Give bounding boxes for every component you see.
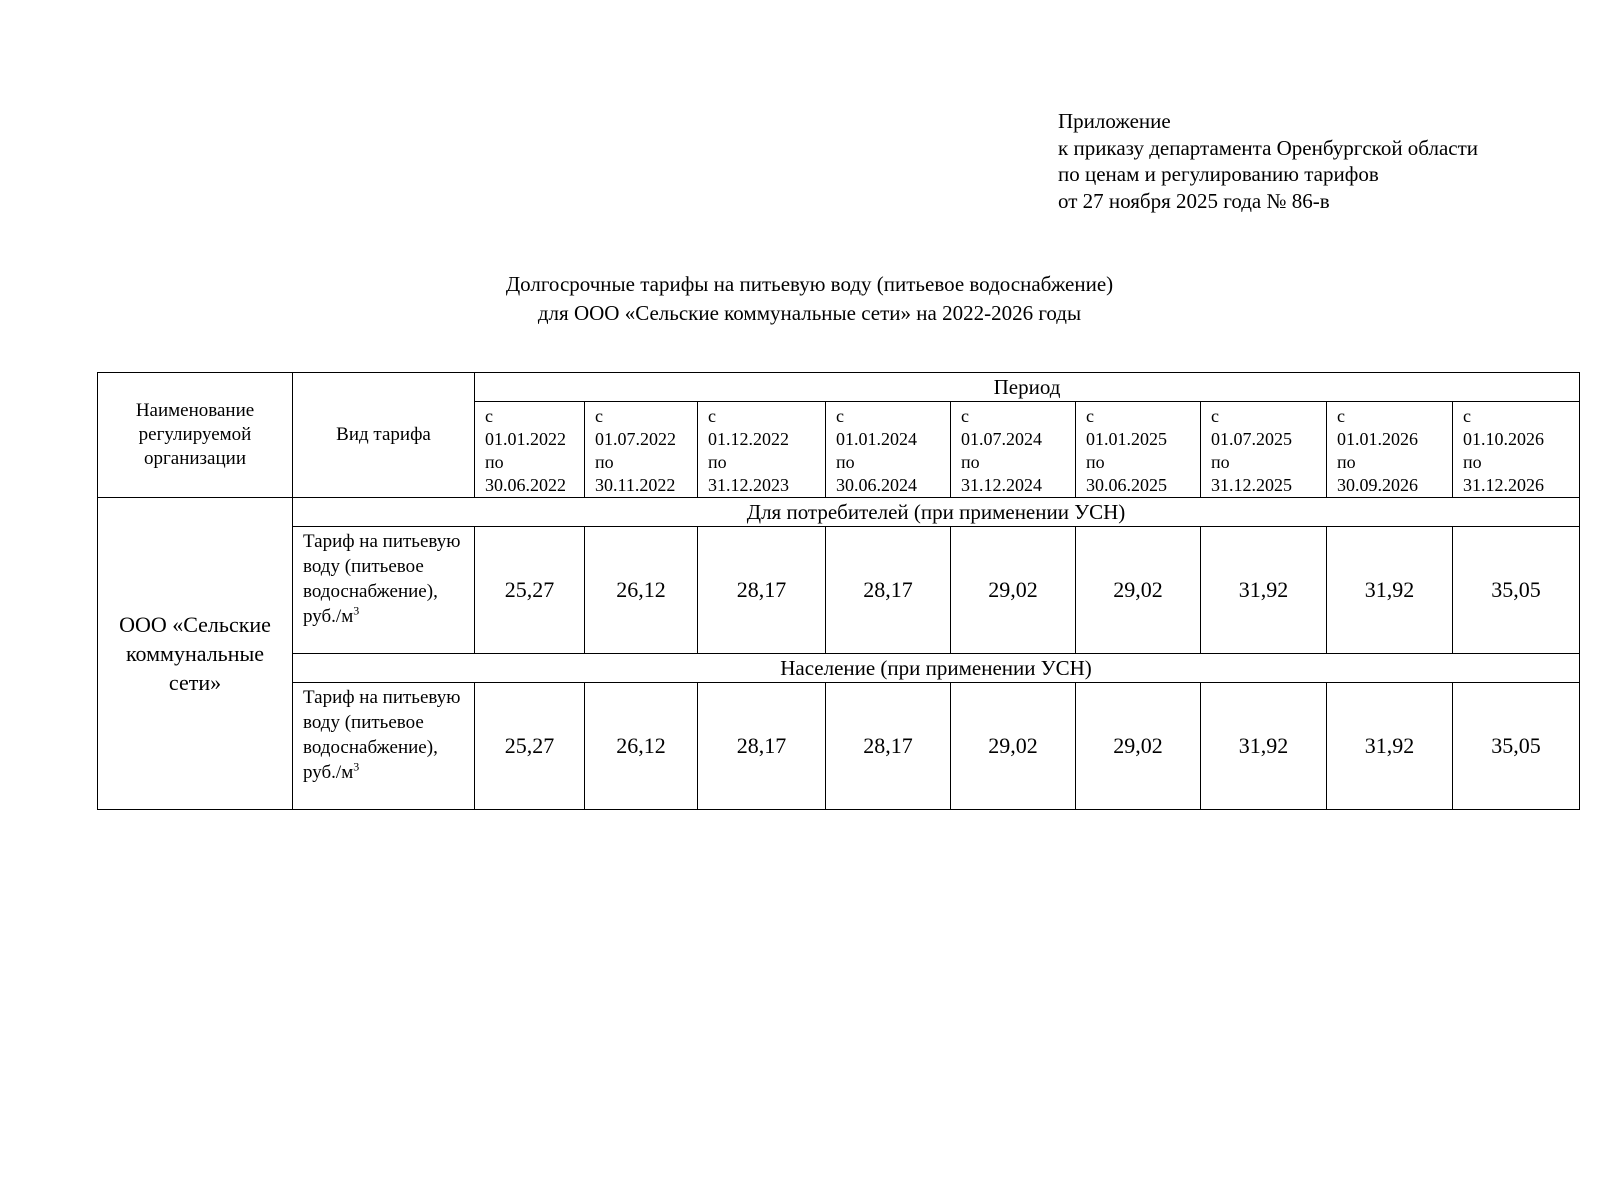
- tariff-value: 28,17: [826, 527, 951, 654]
- period-header-cell: с 01.01.2022 по 30.06.2022: [475, 402, 585, 498]
- tariff-value: 31,92: [1327, 683, 1453, 810]
- header-organization: Наименование регулируемой организации: [98, 373, 293, 498]
- title-line-2: для ООО «Сельские коммунальные сети» на 2022-2026 годы: [537, 301, 1082, 325]
- tariff-value: 28,17: [698, 683, 826, 810]
- header-row-1: [98, 373, 1580, 402]
- document-title: [0, 270, 1619, 328]
- tariff-value: 26,12: [585, 683, 698, 810]
- tariff-value: 29,02: [951, 683, 1076, 810]
- tariff-value: 35,05: [1453, 683, 1580, 810]
- tariff-value: 28,17: [698, 527, 826, 654]
- period-header-cell: с 01.01.2024 по 30.06.2024: [826, 402, 951, 498]
- section-label: Для потребителей (при применении УСН): [293, 498, 1580, 527]
- appendix-line-2: к приказу департамента Оренбургской области: [1058, 135, 1478, 160]
- period-header-cell: с 01.01.2026 по 30.09.2026: [1327, 402, 1453, 498]
- section-row: [98, 498, 1580, 527]
- tariff-value: 29,02: [1076, 527, 1201, 654]
- section-label: Население (при применении УСН): [293, 654, 1580, 683]
- tariff-value: 35,05: [1453, 527, 1580, 654]
- tariff-kind-cell: Тариф на питьевую воду (питьевое водоснабжение), $руб./м^3$: [293, 527, 475, 654]
- organization-name: ООО «Сельские коммунальные сети»: [98, 498, 293, 810]
- tariff-table: [97, 372, 1580, 810]
- section-row: [98, 654, 1580, 683]
- tariff-kind-cell: Тариф на питьевую воду (питьевое водоснабжение), $руб./м^3$: [293, 683, 475, 810]
- tariff-value: 31,92: [1201, 683, 1327, 810]
- tariff-value: 25,27: [475, 683, 585, 810]
- period-header-cell: с 01.07.2024 по 31.12.2024: [951, 402, 1076, 498]
- header-tariff-kind: Вид тарифа: [293, 373, 475, 498]
- tariff-value: 31,92: [1201, 527, 1327, 654]
- tariff-value: 25,27: [475, 527, 585, 654]
- tariff-value: 28,17: [826, 683, 951, 810]
- appendix-line-1: Приложение: [1058, 109, 1171, 133]
- period-header-cell: с 01.12.2022 по 31.12.2023: [698, 402, 826, 498]
- header-period: Период: [475, 373, 1580, 402]
- table-row: [98, 527, 1580, 654]
- appendix-line-4: от 27 ноября 2025 года № 86-в: [1058, 188, 1330, 213]
- table-row: [98, 683, 1580, 810]
- period-header-cell: с 01.01.2025 по 30.06.2025: [1076, 402, 1201, 498]
- period-header-cell: с 01.07.2025 по 31.12.2025: [1201, 402, 1327, 498]
- tariff-value: 26,12: [585, 527, 698, 654]
- period-header-cell: с 01.10.2026 по 31.12.2026: [1453, 402, 1580, 498]
- tariff-value: 29,02: [951, 527, 1076, 654]
- title-line-1: Долгосрочные тарифы на питьевую воду (питьевое водоснабжение): [505, 272, 1114, 296]
- tariff-value: 31,92: [1327, 527, 1453, 654]
- appendix-line-3: по ценам и регулированию тарифов: [1058, 162, 1379, 186]
- tariff-value: 29,02: [1076, 683, 1201, 810]
- period-header-cell: с 01.07.2022 по 30.11.2022: [585, 402, 698, 498]
- appendix-block: [1058, 108, 1478, 214]
